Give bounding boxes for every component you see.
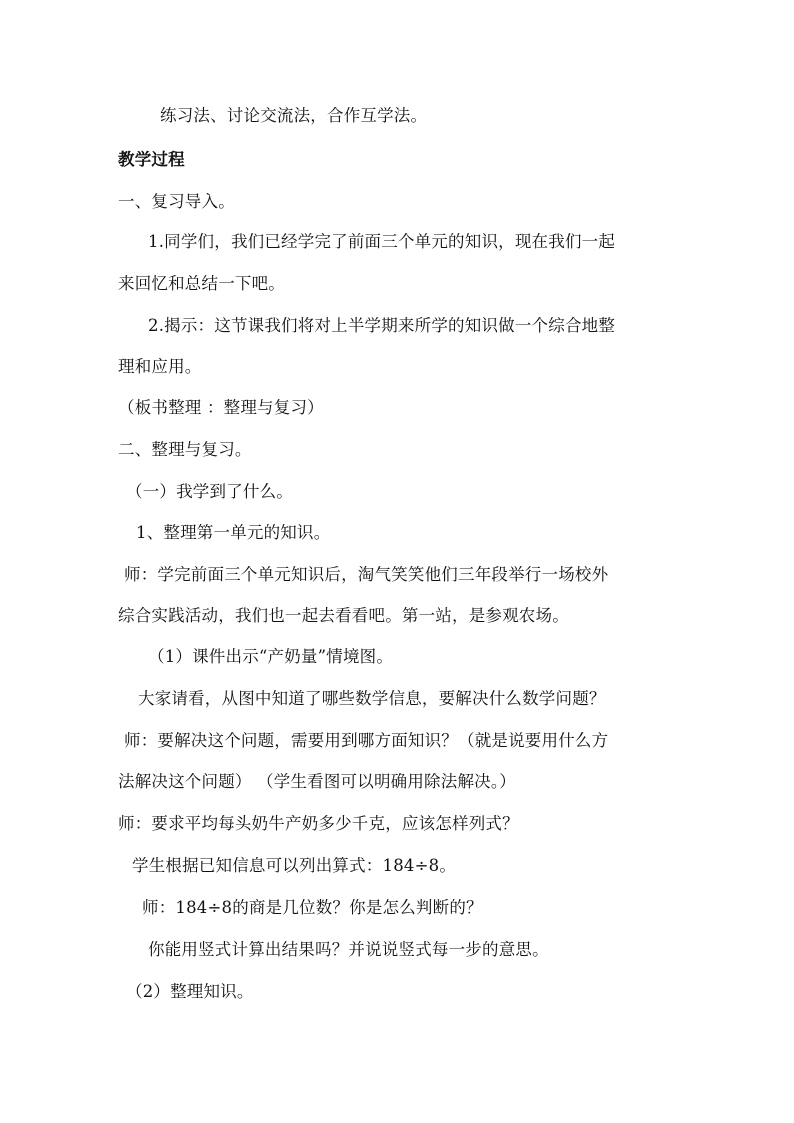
text-line-teacher-activity: 师：学完前面三个单元知识后，淘气笑笑他们三年段举行一场校外 xyxy=(124,565,609,584)
text-line-teacher-formula: 师：要求平均每头奶牛产奶多少千克，应该怎样列式？ xyxy=(118,814,519,833)
text-line-look-question: 大家请看，从图中知道了哪些数学信息，要解决什么数学问题？ xyxy=(138,689,606,708)
section-heading-organize-review: 二、整理与复习。 xyxy=(118,440,252,459)
text-line-teacher-knowledge-cont: 法解决这个问题） （学生看图可以明确用除法解决。） xyxy=(118,772,516,791)
text-line-teacher-knowledge: 师：要解决这个问题，需要用到哪方面知识？（就是说要用什么方 xyxy=(124,731,609,750)
text-line-teacher-activity-cont: 综合实践活动，我们也一起去看看吧。第一站，是参观农场。 xyxy=(118,606,569,625)
text-line-methods: 练习法、讨论交流法，合作互学法。 xyxy=(160,106,428,125)
text-line-unit1: 1、整理第一单元的知识。 xyxy=(136,523,331,542)
text-line-step1: 1.同学们，我们已经学完了前面三个单元的知识，现在我们一起 xyxy=(148,232,616,251)
text-line-teacher-quotient: 师：184÷8的商是几位数？你是怎么判断的？ xyxy=(142,898,483,917)
text-line-board-note: （板书整理 ：整理与复习） xyxy=(118,398,324,417)
text-line-step2-cont: 理和应用。 xyxy=(118,357,202,376)
subsection-heading-what-learned: （一）我学到了什么。 xyxy=(126,482,293,501)
text-line-vertical-calc: 你能用竖式计算出结果吗？并说说竖式每一步的意思。 xyxy=(148,940,549,959)
text-line-courseware: （1）课件出示“产奶量”情境图。 xyxy=(148,647,394,666)
section-heading-teaching-process: 教学过程 xyxy=(118,150,185,169)
section-heading-review-intro: 一、复习导入。 xyxy=(118,192,235,211)
text-line-step2: 2.揭示：这节课我们将对上半学期来所学的知识做一个综合地整 xyxy=(148,316,616,335)
text-line-student-formula: 学生根据已知信息可以列出算式：184÷8。 xyxy=(132,856,457,875)
text-line-organize-knowledge: （2）整理知识。 xyxy=(126,982,254,1001)
text-line-step1-cont: 来回忆和总结一下吧。 xyxy=(118,274,285,293)
